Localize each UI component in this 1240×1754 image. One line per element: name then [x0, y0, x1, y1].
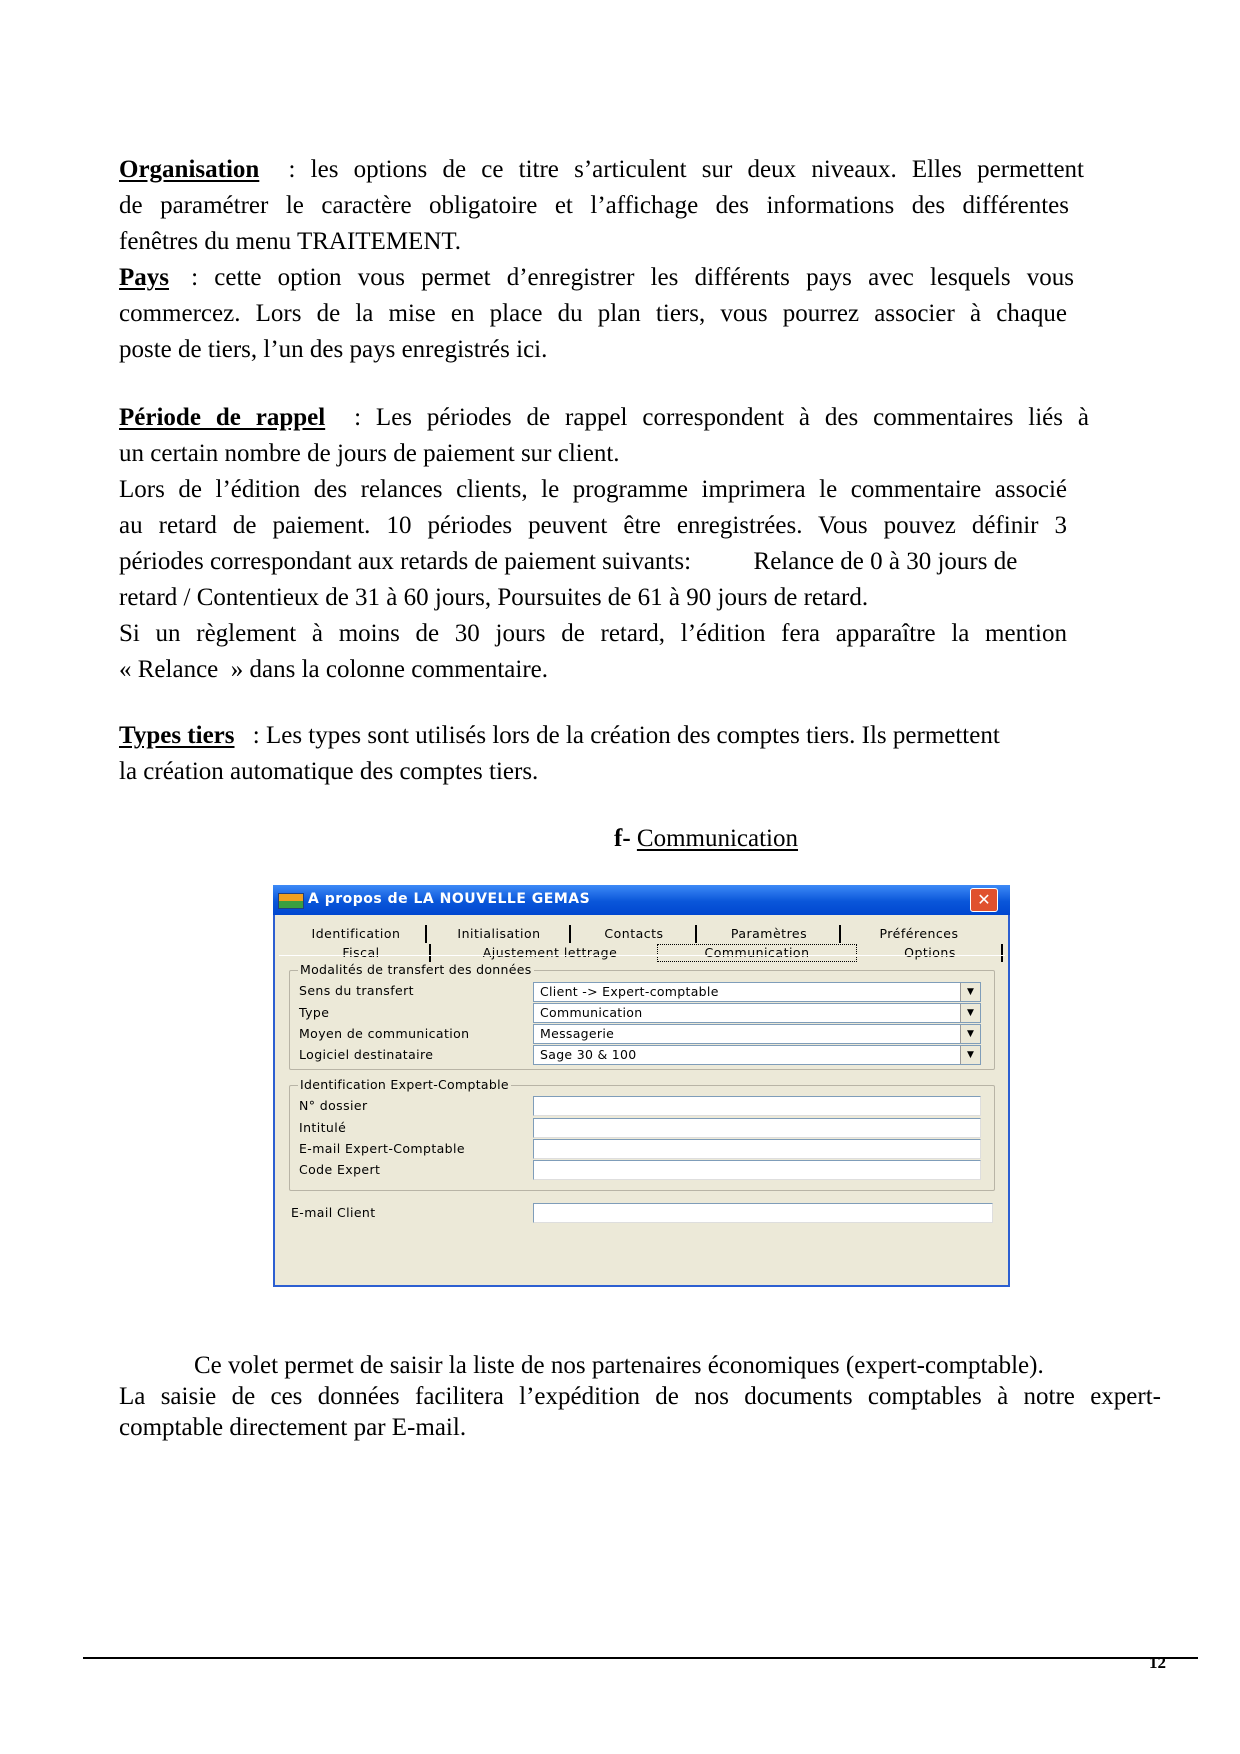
section-label: Communication: [636, 825, 799, 852]
types-line-2: la création automatique des comptes tiers.: [119, 758, 539, 785]
combo-moyen-communication-value: Messagerie: [540, 1026, 615, 1041]
combo-sens-transfert-value: Client -> Expert-comptable: [540, 984, 719, 999]
keyword-organisation: Organisation: [119, 156, 260, 183]
dialog-title: A propos de LA NOUVELLE GEMAS: [308, 891, 591, 907]
group-modalites-transfert: [289, 962, 995, 1070]
combo-logiciel-destinataire[interactable]: [533, 1045, 981, 1065]
periode-line-1: Période de rappel : Les périodes de rappel correspondent à des commentaires liés à: [119, 404, 1089, 431]
tab-panel-communication: [279, 955, 1005, 1282]
tab-fiscal[interactable]: Fiscal: [293, 944, 431, 962]
combo-sens-transfert[interactable]: [533, 982, 981, 1002]
label-sens-transfert: Sens du transfert: [299, 983, 414, 998]
paragraph-types-tiers: [119, 718, 1089, 790]
group-identification-expert: [289, 1077, 995, 1191]
label-logiciel-destinataire: Logiciel destinataire: [299, 1047, 434, 1062]
paragraph-pays: [119, 260, 1089, 368]
tab-identification[interactable]: Identification: [287, 925, 427, 943]
field-email-client[interactable]: [533, 1203, 993, 1223]
label-email-client: E-mail Client: [291, 1205, 376, 1220]
keyword-periode-rappel: Période de rappel: [119, 404, 326, 431]
tab-contacts[interactable]: Contacts: [573, 925, 697, 943]
group-modalites-legend: Modalités de transfert des données: [300, 962, 532, 977]
group-identification-legend: Identification Expert-Comptable: [300, 1077, 509, 1092]
paragraph-organisation: [119, 152, 1089, 260]
periode-line-8: « Relance » dans la colonne commentaire.: [119, 656, 549, 683]
section-prefix: f-: [614, 825, 637, 852]
app-icon: [278, 893, 304, 909]
close-icon[interactable]: ✕: [970, 888, 998, 912]
label-moyen-communication: Moyen de communication: [299, 1026, 470, 1041]
dialog-titlebar: [273, 885, 1010, 915]
combo-type-value: Communication: [540, 1005, 643, 1020]
pays-line-1: Pays : cette option vous permet d’enregistrer les différents pays avec lesquels vous: [119, 264, 1074, 291]
field-n-dossier[interactable]: [533, 1096, 981, 1116]
organisation-line-1: Organisation : les options de ce titre s’articulent sur deux niveaux. Elles permettent: [119, 156, 1084, 183]
label-intitule: Intitulé: [299, 1120, 347, 1135]
dialog-window: [273, 885, 1010, 1289]
label-email-expert: E-mail Expert-Comptable: [299, 1141, 465, 1156]
periode-line-2: un certain nombre de jours de paiement sur client.: [119, 440, 620, 467]
field-intitule[interactable]: [533, 1118, 981, 1138]
paragraph-periode-rappel: [119, 400, 1089, 688]
section-heading-communication: [614, 821, 798, 857]
field-code-expert[interactable]: [533, 1160, 981, 1180]
footer-rule: [83, 1657, 1198, 1659]
tab-row-1: [279, 925, 1003, 943]
tab-preferences[interactable]: Préférences: [879, 926, 959, 941]
tab-communication[interactable]: Communication: [657, 944, 857, 962]
closing-line-1: Ce volet permet de saisir la liste de nos partenaires économiques (expert-comptable).: [194, 1352, 1044, 1379]
tab-parametres[interactable]: Paramètres: [699, 925, 841, 943]
chevron-down-icon[interactable]: ▼: [960, 1004, 980, 1022]
pays-line-2: commercez. Lors de la mise en place du plan tiers, vous pourrez associer à chaque: [119, 300, 1067, 327]
periode-line-5: périodes correspondant aux retards de paiement suivants: Relance de 0 à 30 jours de: [119, 548, 1018, 575]
periode-line-6: retard / Contentieux de 31 à 60 jours, Poursuites de 61 à 90 jours de retard.: [119, 584, 869, 611]
field-email-expert[interactable]: [533, 1139, 981, 1159]
chevron-down-icon[interactable]: ▼: [960, 1046, 980, 1064]
label-code-expert: Code Expert: [299, 1162, 381, 1177]
label-n-dossier: N° dossier: [299, 1098, 368, 1113]
tab-initialisation[interactable]: Initialisation: [429, 925, 571, 943]
chevron-down-icon[interactable]: ▼: [960, 983, 980, 1001]
periode-line-7: Si un règlement à moins de 30 jours de retard, l’édition fera apparaître la mention: [119, 620, 1067, 647]
pays-line-3: poste de tiers, l’un des pays enregistrés ici.: [119, 336, 548, 363]
page-number: 12: [1149, 1653, 1166, 1672]
closing-line-2: La saisie de ces données facilitera l’expédition de nos documents comptables à notre expert-: [119, 1383, 1161, 1410]
organisation-line-2: de paramétrer le caractère obligatoire et l’affichage des informations des différentes: [119, 192, 1069, 219]
periode-line-4: au retard de paiement. 10 périodes peuvent être enregistrées. Vous pouvez définir 3: [119, 512, 1067, 539]
types-line-1: Types tiers : Les types sont utilisés lors de la création des comptes tiers. Ils permettent: [119, 722, 1000, 749]
keyword-types-tiers: Types tiers: [119, 722, 235, 749]
combo-type[interactable]: [533, 1003, 981, 1023]
closing-line-3: comptable directement par E-mail.: [119, 1414, 467, 1441]
tab-ajustement-lettrage[interactable]: Ajustement lettrage: [433, 944, 669, 962]
tab-options[interactable]: Options: [859, 944, 1003, 962]
dialog-frame: [273, 885, 1010, 1287]
keyword-pays: Pays: [119, 264, 169, 291]
label-type: Type: [299, 1005, 330, 1020]
combo-moyen-communication[interactable]: [533, 1024, 981, 1044]
closing-paragraph: [119, 1350, 1164, 1443]
periode-line-3: Lors de l’édition des relances clients, le programme imprimera le commentaire associé: [119, 476, 1067, 503]
combo-logiciel-destinataire-value: Sage 30 & 100: [540, 1047, 637, 1062]
chevron-down-icon[interactable]: ▼: [960, 1025, 980, 1043]
organisation-line-3: fenêtres du menu TRAITEMENT.: [119, 228, 462, 255]
